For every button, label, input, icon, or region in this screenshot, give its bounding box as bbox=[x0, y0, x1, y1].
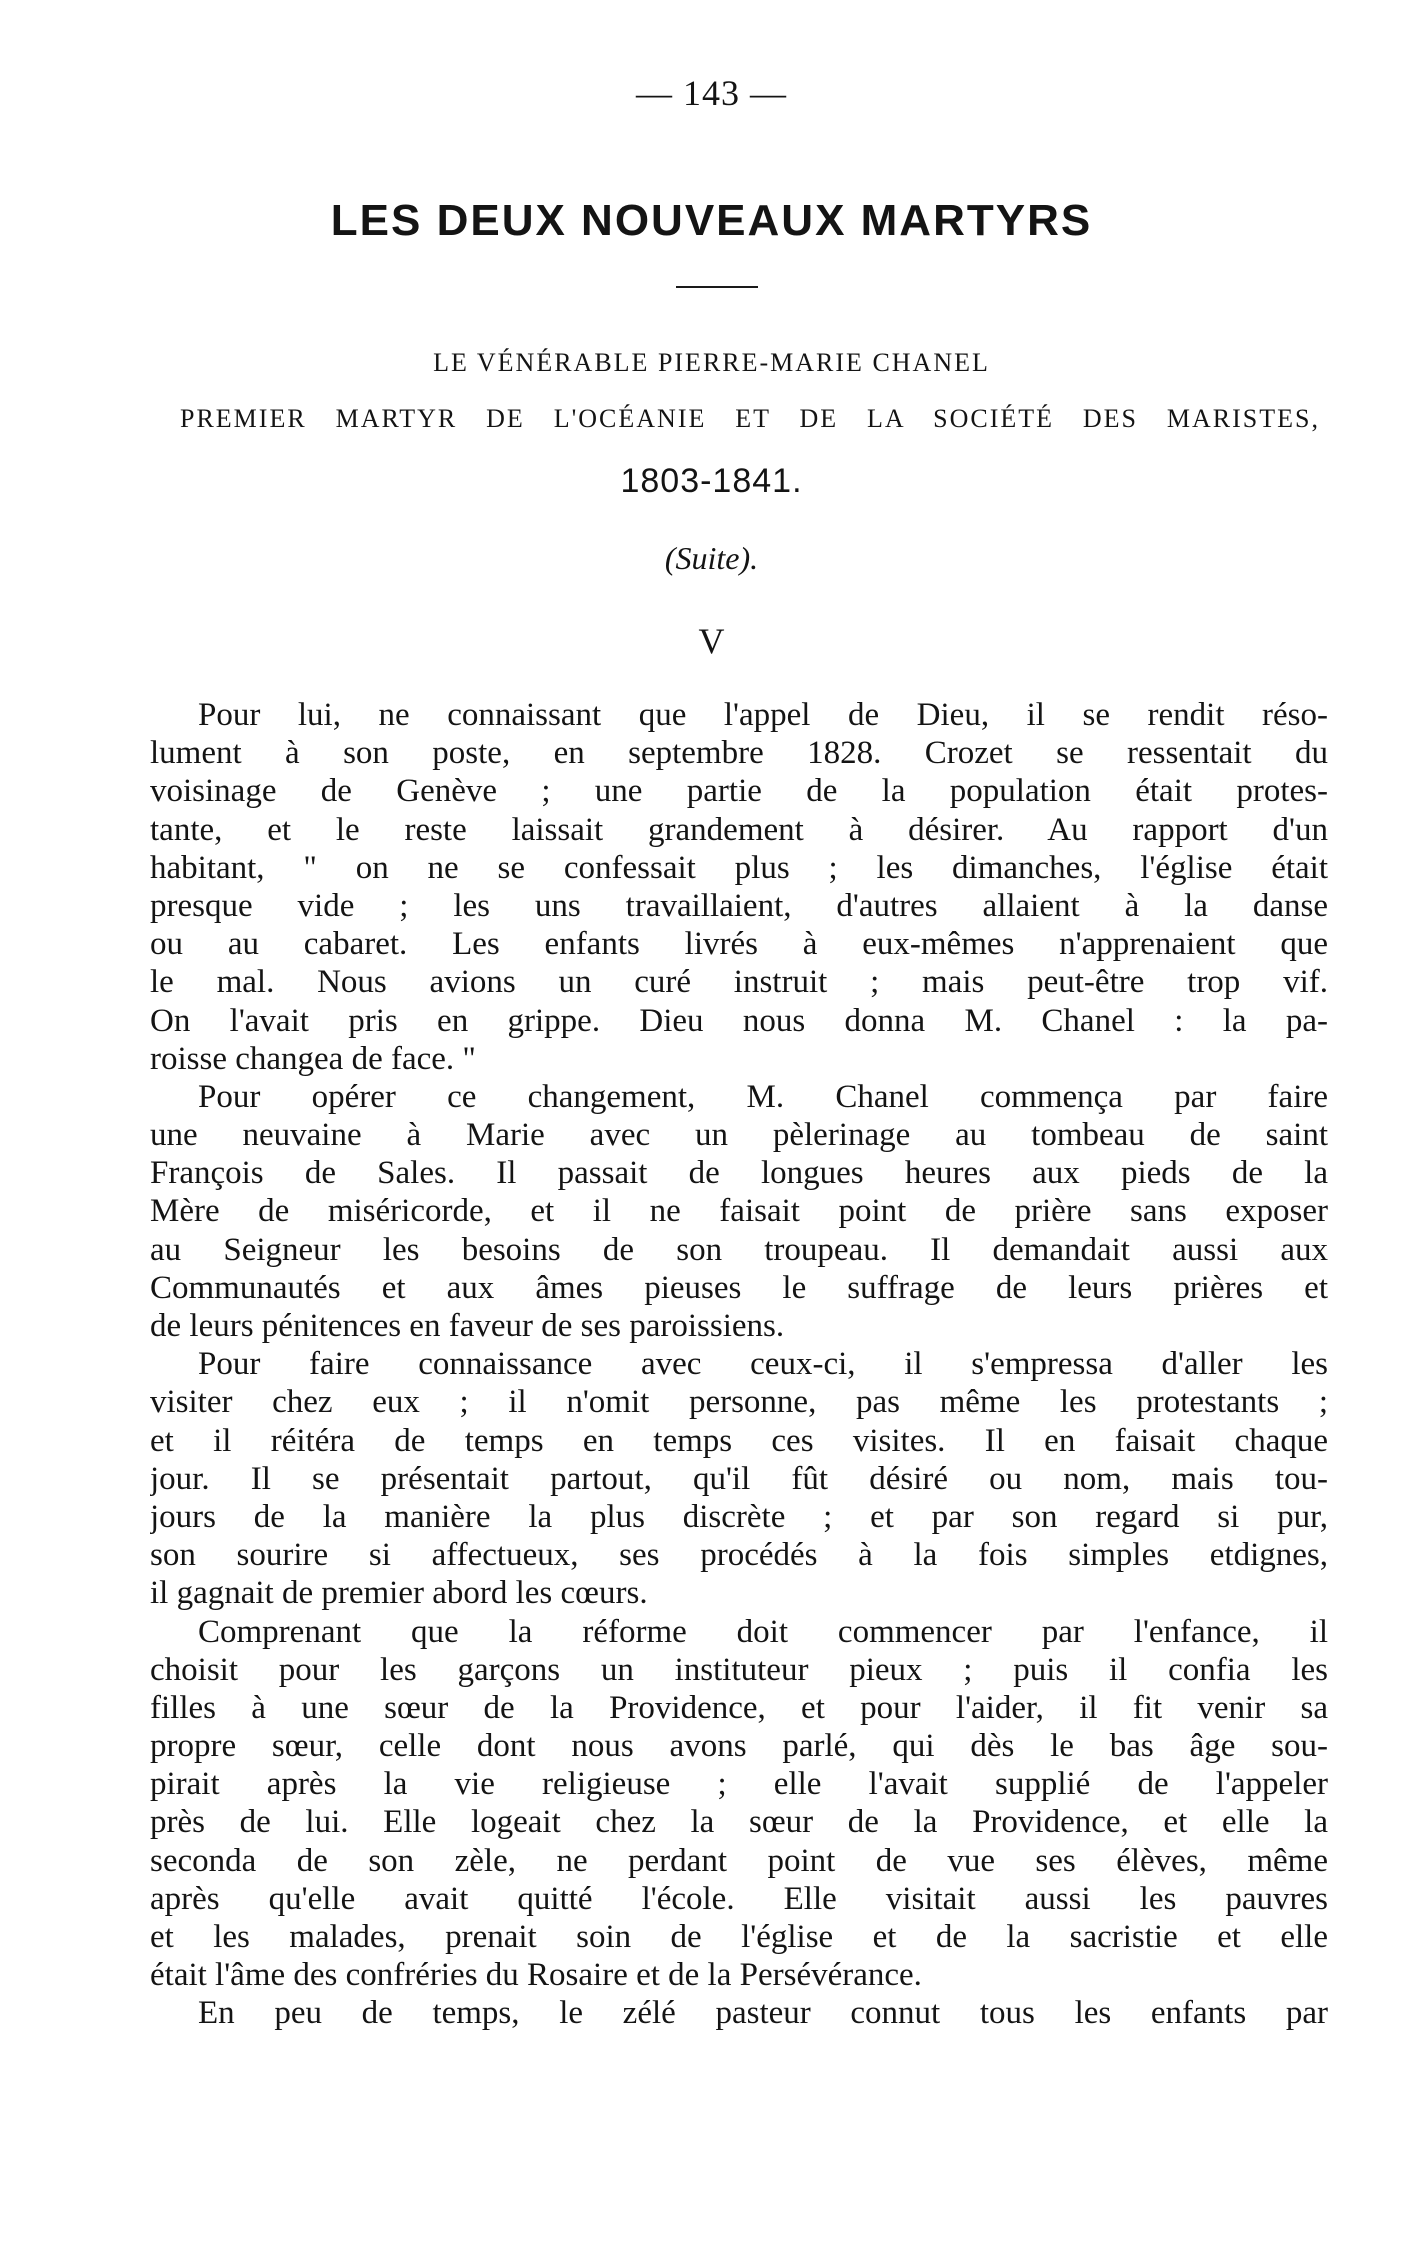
text-line: le mal. Nous avions un curé instruit ; mais peut-être trop vif. bbox=[150, 964, 1328, 1001]
text-line: près de lui. Elle logeait chez la sœur de la Providence, et elle la bbox=[150, 1804, 1328, 1841]
section-number: V bbox=[698, 621, 725, 661]
text-line: Pour opérer ce changement, M. Chanel commença par faire bbox=[198, 1078, 1328, 1115]
title-divider bbox=[676, 286, 758, 288]
text-line: visiter chez eux ; il n'omit personne, pas même les protestants ; bbox=[150, 1384, 1328, 1421]
text-line: au Seigneur les besoins de son troupeau. Il demandait aussi aux bbox=[150, 1231, 1328, 1268]
text-line: Communautés et aux âmes pieuses le suffrage de leurs prières et bbox=[150, 1269, 1328, 1306]
text-line: une neuvaine à Marie avec un pèlerinage au tombeau de saint bbox=[150, 1117, 1328, 1154]
text-line: tante, et le reste laissait grandement à désirer. Au rapport d'un bbox=[150, 811, 1328, 848]
text-line: était l'âme des confréries du Rosaire et de la Persévérance. bbox=[150, 1957, 922, 1994]
text-line: En peu de temps, le zélé pasteur connut tous les enfants par bbox=[198, 1995, 1328, 2032]
text-line: ou au cabaret. Les enfants livrés à eux-mêmes n'apprenaient que bbox=[150, 926, 1328, 963]
text-line: roisse changea de face. " bbox=[150, 1040, 476, 1077]
text-line: jours de la manière la plus discrète ; et par son regard si pur, bbox=[150, 1498, 1328, 1535]
text-line: Pour faire connaissance avec ceux-ci, il s'empressa d'aller les bbox=[198, 1346, 1328, 1383]
text-line: et il réitéra de temps en temps ces visites. Il en faisait chaque bbox=[150, 1422, 1328, 1459]
text-line: propre sœur, celle dont nous avons parlé, qui dès le bas âge sou- bbox=[150, 1728, 1328, 1765]
text-line: après qu'elle avait quitté l'école. Elle visitait aussi les pauvres bbox=[150, 1880, 1328, 1917]
text-line: son sourire si affectueux, ses procédés à la fois simples etdignes, bbox=[150, 1537, 1328, 1574]
text-line: seconda de son zèle, ne perdant point de vue ses élèves, même bbox=[150, 1842, 1328, 1879]
life-dates: 1803-1841. bbox=[620, 462, 803, 500]
text-line: choisit pour les garçons un instituteur pieux ; puis il confia les bbox=[150, 1651, 1328, 1688]
body-text bbox=[150, 696, 1328, 2033]
text-line: Comprenant que la réforme doit commencer par l'enfance, il bbox=[198, 1613, 1328, 1650]
subtitle-name: LE VÉNÉRABLE PIERRE-MARIE CHANEL bbox=[433, 348, 990, 377]
text-line: Mère de miséricorde, et il ne faisait point de prière sans exposer bbox=[150, 1193, 1328, 1230]
text-line: filles à une sœur de la Providence, et pour l'aider, il fit venir sa bbox=[150, 1689, 1328, 1726]
subtitle-description: PREMIER MARTYR DE L'OCÉANIE ET DE LA SOCIÉTÉ DES MARISTES, bbox=[180, 404, 1320, 433]
text-line: On l'avait pris en grippe. Dieu nous donna M. Chanel : la pa- bbox=[150, 1002, 1328, 1039]
continuation-label: (Suite). bbox=[664, 540, 759, 576]
text-line: habitant, " on ne se confessait plus ; les dimanches, l'église était bbox=[150, 849, 1328, 886]
text-line: pirait après la vie religieuse ; elle l'avait supplié de l'appeler bbox=[150, 1766, 1328, 1803]
text-line: et les malades, prenait soin de l'église et de la sacristie et elle bbox=[150, 1919, 1328, 1955]
text-line: jour. Il se présentait partout, qu'il fût désiré ou nom, mais tou- bbox=[150, 1460, 1328, 1497]
chapter-title: LES DEUX NOUVEAUX MARTYRS bbox=[330, 196, 1093, 245]
text-line: voisinage de Genève ; une partie de la population était protes- bbox=[150, 773, 1328, 810]
text-line: Pour lui, ne connaissant que l'appel de Dieu, il se rendit réso- bbox=[198, 697, 1328, 733]
text-line: de leurs pénitences en faveur de ses paroissiens. bbox=[150, 1308, 785, 1344]
text-line: presque vide ; les uns travaillaient, d'autres allaient à la danse bbox=[150, 887, 1328, 924]
text-line: il gagnait de premier abord les cœurs. bbox=[150, 1575, 648, 1612]
text-line: lument à son poste, en septembre 1828. Crozet se ressentait du bbox=[150, 735, 1328, 772]
text-line: François de Sales. Il passait de longues heures aux pieds de la bbox=[150, 1155, 1328, 1192]
page-number: — 143 — bbox=[636, 73, 787, 113]
